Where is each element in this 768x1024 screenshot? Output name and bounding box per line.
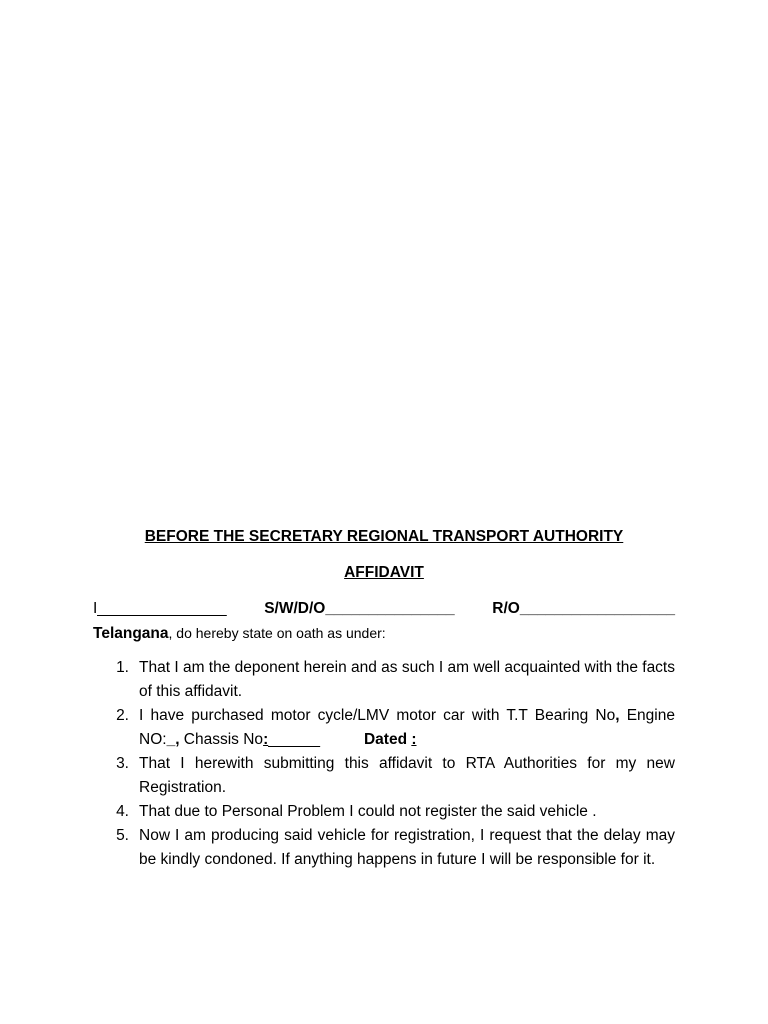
- intro-fields-line: [93, 597, 675, 621]
- list-item-number: 4.: [116, 803, 129, 820]
- list-item-text: That due to Personal Problem I could not register the said vehicle .: [139, 803, 597, 820]
- engine-blank: _: [166, 731, 176, 748]
- list-item-text: That I am the deponent herein and as such I am well acquainted with the facts of this affidavit.: [139, 659, 675, 700]
- list-item-text: [139, 704, 675, 752]
- name-field: I_______________: [93, 600, 227, 617]
- chassis-label: Chassis No: [179, 731, 264, 748]
- intro-oath-line: [93, 621, 675, 646]
- affidavit-body: [93, 525, 675, 872]
- list-item: [93, 824, 675, 872]
- list-item-number: 5.: [116, 827, 129, 844]
- comma-mark: ,: [175, 731, 180, 748]
- list-item: [93, 704, 675, 752]
- comma-mark: ,: [615, 707, 620, 724]
- list-item-number: 2.: [116, 707, 129, 724]
- state-name: Telangana: [93, 625, 169, 642]
- list-item: [93, 656, 675, 704]
- chassis-colon: :: [263, 731, 269, 748]
- affidavit-points-list: [93, 656, 675, 872]
- document-subtitle: AFFIDAVIT: [344, 564, 424, 581]
- list-item-number: 3.: [116, 755, 129, 772]
- residence-field: R/O__________________: [492, 600, 675, 617]
- document-title: BEFORE THE SECRETARY REGIONAL TRANSPORT AUTHORITY: [144, 528, 624, 545]
- engine-label: Engine NO:: [139, 707, 675, 748]
- oath-text: , do hereby state on oath as under:: [168, 625, 386, 641]
- list-item-text: Now I am producing said vehicle for registration, I request that the delay may be kindly condoned. If anything happens in future I will be responsible for it.: [139, 827, 675, 868]
- list-item: [93, 800, 675, 824]
- dated-label: Dated: [363, 731, 412, 748]
- relation-field: S/W/D/O_______________: [264, 600, 455, 617]
- chassis-blank: ______: [268, 731, 320, 748]
- vehicle-text: I have purchased motor cycle/LMV motor car with T.T Bearing No: [139, 707, 616, 724]
- dated-colon: :: [411, 731, 417, 748]
- list-item-text: That I herewith submitting this affidavit to RTA Authorities for my new Registration.: [139, 755, 675, 796]
- list-item: [93, 752, 675, 800]
- list-item-number: 1.: [116, 659, 129, 676]
